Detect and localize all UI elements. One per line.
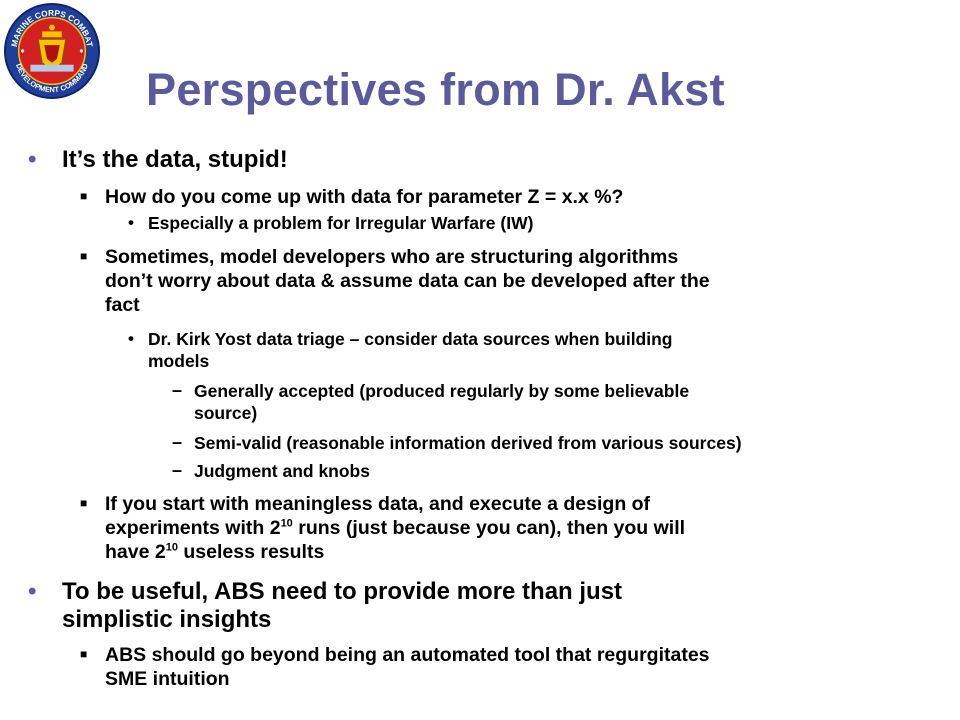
triage-item-1-line-2: source) <box>194 403 258 423</box>
exponent: 10 <box>280 517 293 530</box>
bullet-1-sub-2-line-3: fact <box>105 294 140 316</box>
bullet-2-sub-line-1: ABS should go beyond being an automated tool that regurgitates <box>105 644 710 666</box>
slide-title: Perspectives from Dr. Akst <box>146 64 725 115</box>
bullet-2-sub-line-2: SME intuition <box>105 668 230 690</box>
bullet-1: It’s the data, stupid! <box>62 146 288 173</box>
dash-marker: – <box>172 432 183 452</box>
bullet-marker: • <box>28 146 37 173</box>
square-marker: ■ <box>80 189 88 203</box>
triage-item-2: Semi-valid (reasonable information derived from various sources) <box>194 433 742 453</box>
square-marker: ■ <box>80 496 88 510</box>
bullet-marker: • <box>128 213 134 232</box>
dash-marker: – <box>172 460 183 480</box>
bullet-1-sub-2-line-2: don’t worry about data & assume data can be developed after the <box>105 270 710 292</box>
bullet-1-sub-2-line-1: Sometimes, model developers who are structuring algorithms <box>105 246 679 268</box>
exponent: 10 <box>165 541 178 554</box>
bullet-1-sub-3-line-1: If you start with meaningless data, and execute a design of <box>105 493 651 515</box>
triage-item-1-line-1: Generally accepted (produced regularly by some believable <box>194 381 690 401</box>
seal-text-top: MARINE CORPS COMBAT <box>8 7 96 48</box>
bullet-1-sub-3-line-2: experiments with $2^{10}$ runs (just because you can), then you will <box>105 517 686 539</box>
bullet-marker: • <box>28 578 37 605</box>
seal-text-bottom: DEVELOPMENT COMMAND <box>14 62 90 95</box>
bullet-1-sub-3-line-3: have $2^{10}$ useless results <box>105 541 325 563</box>
square-marker: ■ <box>80 647 88 661</box>
triage-line-2: models <box>148 351 210 371</box>
bullet-2-line-2: simplistic insights <box>62 606 272 633</box>
dash-marker: – <box>172 380 183 400</box>
bullet-marker: • <box>128 329 134 348</box>
square-marker: ■ <box>80 249 88 263</box>
triage-line-1: Dr. Kirk Yost data triage – consider data sources when building <box>148 329 673 349</box>
bullet-2-line-1: To be useful, ABS need to provide more than just <box>62 578 623 605</box>
triage-item-3: Judgment and knobs <box>194 461 370 481</box>
bullet-1-sub-1: How do you come up with data for parameter Z = x.x %? <box>105 186 624 208</box>
bullet-1-sub-1-detail: Especially a problem for Irregular Warfare (IW) <box>148 213 534 233</box>
